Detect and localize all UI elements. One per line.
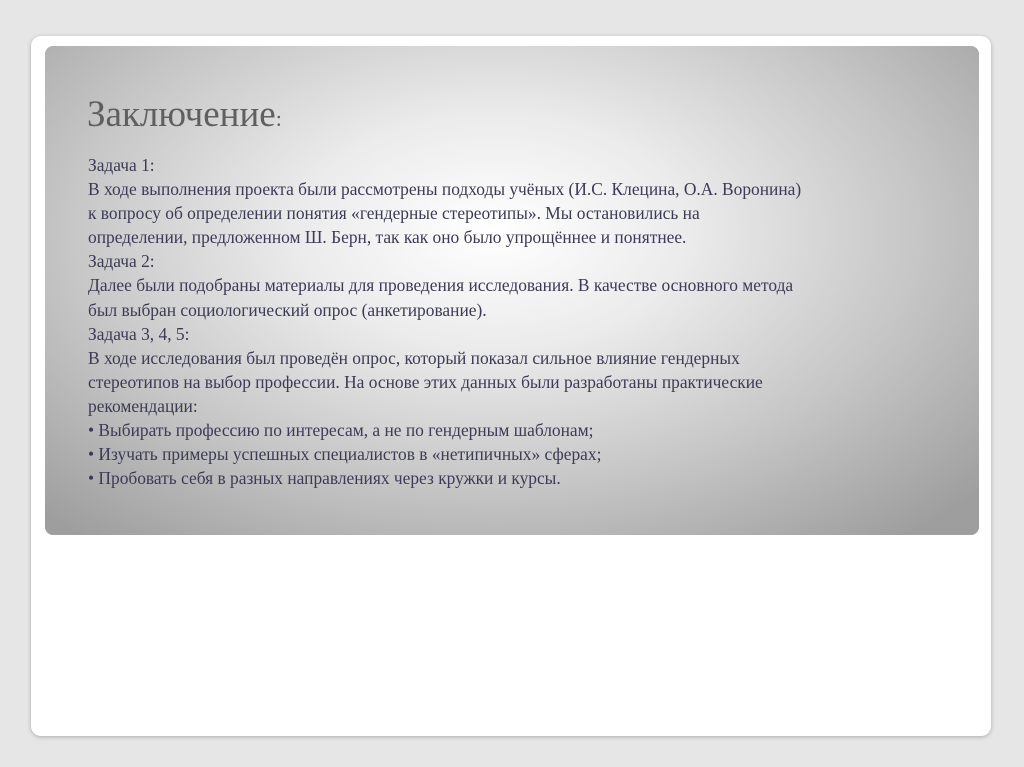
task-3-5-text-line: В ходе исследования был проведён опрос, который показал сильное влияние гендерных xyxy=(88,347,740,368)
task-2-text-line: Далее были подобраны материалы для проведения исследования. В качестве основного метода xyxy=(88,275,794,296)
slide-title xyxy=(87,96,282,133)
task-3-5-text-line: стереотипов на выбор профессии. На основе этих данных были разработаны практические xyxy=(88,371,763,392)
task-3-5-heading: Задача 3, 4, 5: xyxy=(88,323,190,344)
task-2-text-line: был выбран социологический опрос (анкетирование). xyxy=(88,299,487,320)
slide xyxy=(31,36,991,736)
task-2-heading: Задача 2: xyxy=(88,251,155,272)
task-1-text-line: определении, предложенном Ш. Берн, так как оно было упрощённее и понятнее. xyxy=(88,227,687,248)
recommendation-item: • Выбирать профессию по интересам, а не по гендерным шаблонам; xyxy=(88,420,594,441)
recommendation-item: • Пробовать себя в разных направлениях через кружки и курсы. xyxy=(88,468,561,489)
task-1-text-line: В ходе выполнения проекта были рассмотрены подходы учёных (И.С. Клецина, О.А. Воронина) xyxy=(88,179,802,200)
task-1-heading: Задача 1: xyxy=(88,155,155,175)
content-panel xyxy=(45,46,979,535)
slide-title-text: Заключение xyxy=(87,94,276,135)
task-3-5-text-line: рекомендации: xyxy=(88,395,198,416)
slide-body xyxy=(88,153,968,490)
slide-title-colon: : xyxy=(275,106,282,131)
task-1-text-line: к вопросу об определении понятия «гендерные стереотипы». Мы остановились на xyxy=(88,203,700,224)
recommendation-item: • Изучать примеры успешных специалистов в «нетипичных» сферах; xyxy=(88,444,602,465)
